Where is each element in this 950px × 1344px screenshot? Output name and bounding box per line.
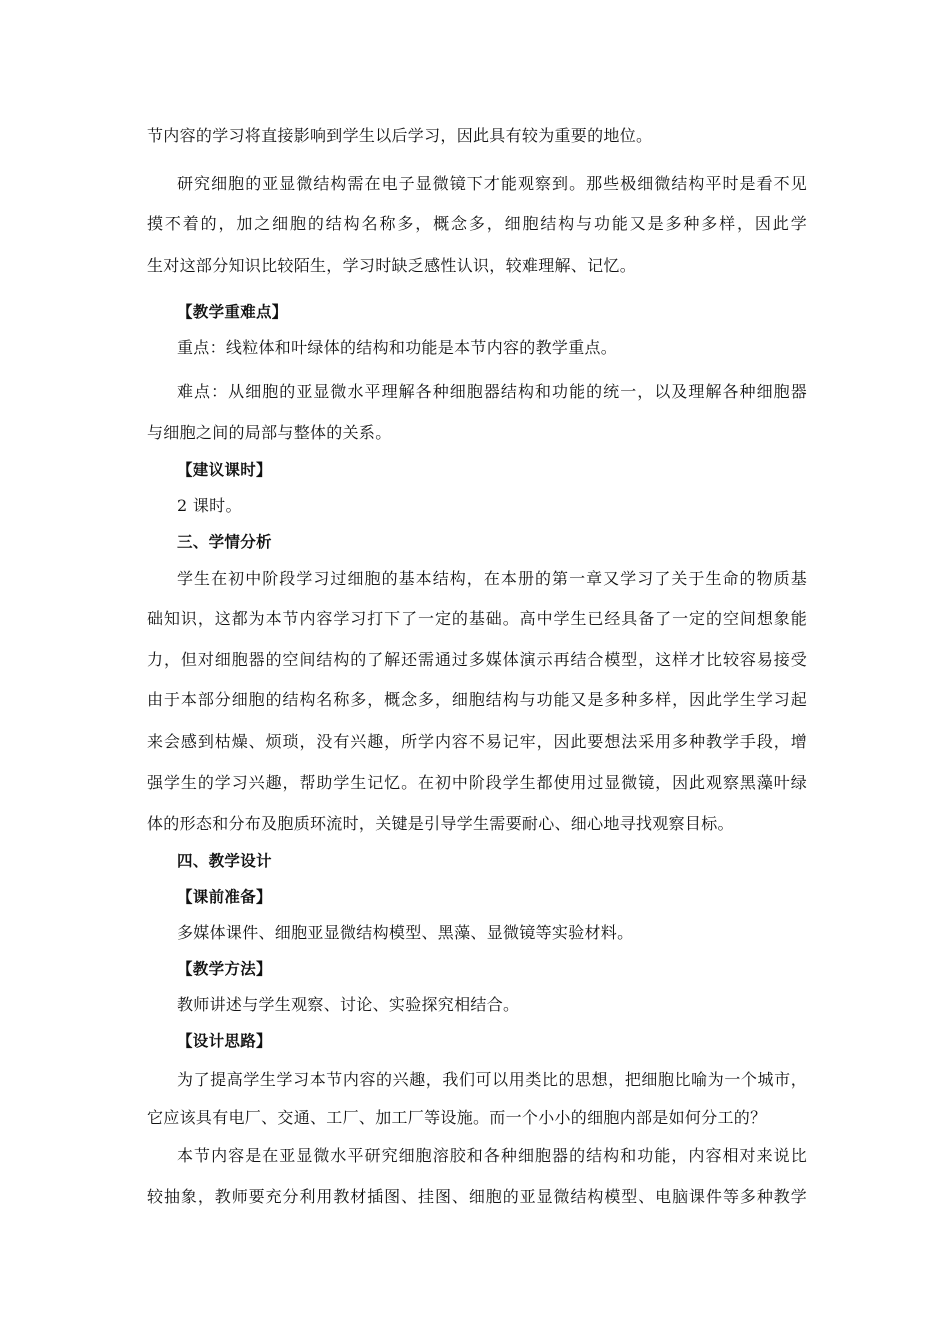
paragraph-line: 2 课时。: [177, 496, 242, 515]
section-heading-idea: 【设计思路】: [177, 1032, 272, 1050]
paragraph-line: 与细胞之间的局部与整体的关系。: [147, 423, 392, 442]
paragraph-line: 由于本部分细胞的结构名称多，概念多，细胞结构与功能又是多种多样，因此学生学习起: [147, 690, 807, 709]
section-heading-hours: 【建议课时】: [177, 461, 272, 479]
section-heading-3: 三、学情分析: [177, 533, 272, 551]
paragraph-line: 为了提高学生学习本节内容的兴趣，我们可以用类比的思想，把细胞比喻为一个城市，: [177, 1070, 807, 1089]
paragraph-line: 教师讲述与学生观察、讨论、实验探究相结合。: [177, 995, 520, 1014]
paragraph-line: 较抽象，教师要充分利用教材插图、挂图、细胞的亚显微结构模型、电脑课件等多种教学: [147, 1187, 807, 1206]
paragraph-line: 力，但对细胞器的空间结构的了解还需通过多媒体演示再结合模型，这样才比较容易接受: [147, 650, 807, 669]
section-heading-prep: 【课前准备】: [177, 888, 272, 906]
section-heading-key-points: 【教学重难点】: [177, 303, 288, 321]
paragraph-line: 本节内容是在亚显微水平研究细胞溶胶和各种细胞器的结构和功能，内容相对来说比: [177, 1146, 807, 1165]
paragraph-line: 摸不着的，加之细胞的结构名称多，概念多，细胞结构与功能又是多种多样，因此学: [147, 214, 807, 233]
paragraph-line: 学生在初中阶段学习过细胞的基本结构，在本册的第一章又学习了关于生命的物质基: [177, 569, 807, 588]
paragraph-line: 研究细胞的亚显微结构需在电子显微镜下才能观察到。那些极细微结构平时是看不见: [177, 174, 807, 193]
paragraph-line: 它应该具有电厂、交通、工厂、加工厂等设施。而一个小小的细胞内部是如何分工的？: [147, 1108, 767, 1127]
section-heading-4: 四、教学设计: [177, 852, 272, 870]
paragraph-line: 础知识，这都为本节内容学习打下了一定的基础。高中学生已经具备了一定的空间想象能: [147, 609, 807, 628]
paragraph-line: 多媒体课件、细胞亚显微结构模型、黑藻、显微镜等实验材料。: [177, 923, 634, 942]
paragraph-line: 重点：线粒体和叶绿体的结构和功能是本节内容的教学重点。: [177, 338, 618, 357]
paragraph-line: 来会感到枯燥、烦琐，没有兴趣，所学内容不易记牢，因此要想法采用多种教学手段，增: [147, 732, 807, 751]
paragraph-line: 难点：从细胞的亚显微水平理解各种细胞器结构和功能的统一，以及理解各种细胞器: [177, 382, 807, 401]
paragraph-line: 生对这部分知识比较陌生，学习时缺乏感性认识，较难理解、记忆。: [147, 256, 637, 275]
paragraph-line: 强学生的学习兴趣，帮助学生记忆。在初中阶段学生都使用过显微镜，因此观察黑藻叶绿: [147, 773, 807, 792]
paragraph-line: 体的形态和分布及胞质环流时，关键是引导学生需要耐心、细心地寻找观察目标。: [147, 814, 734, 833]
paragraph-line: 节内容的学习将直接影响到学生以后学习，因此具有较为重要的地位。: [147, 126, 653, 145]
section-heading-method: 【教学方法】: [177, 960, 272, 978]
